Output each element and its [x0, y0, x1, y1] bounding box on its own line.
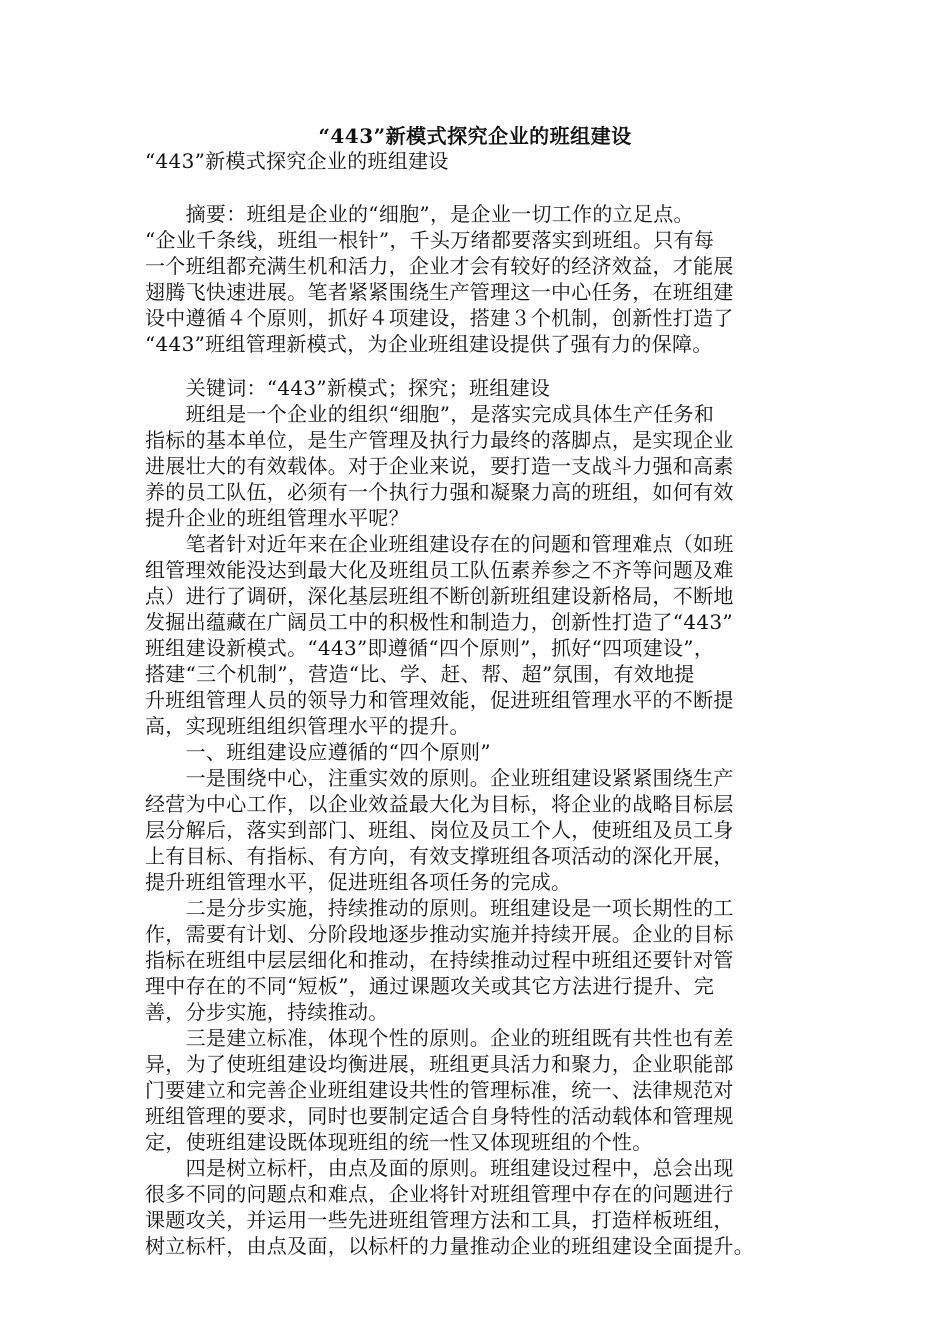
body-line: 指标在班组中层层细化和推动，在持续推动过程中班组还要针对管 — [145, 948, 734, 972]
body-line: 班组管理的要求，同时也要制定适合自身特性的活动载体和管理规 — [145, 1104, 734, 1128]
body-line: 提升企业的班组管理水平呢？ — [145, 506, 409, 530]
body-line: 升班组管理人员的领导力和管理效能，促进班组管理水平的不断提 — [145, 688, 734, 712]
abstract-line: 摘要：班组是企业的“细胞”，是企业一切工作的立足点。 — [145, 202, 694, 226]
abstract-line: 设中遵循４个原则，抓好４项建设，搭建３个机制，创新性打造了 — [145, 306, 734, 330]
body-line: 搭建“三个机制”，营造“比、学、赶、帮、超”氛围，有效地提 — [145, 662, 695, 686]
body-line: 指标的基本单位，是生产管理及执行力最终的落脚点，是实现企业 — [145, 428, 734, 452]
body-line: 三是建立标准，体现个性的原则。企业的班组既有共性也有差 — [145, 1026, 734, 1050]
body-line: 一是围绕中心，注重实效的原则。企业班组建设紧紧围绕生产 — [145, 766, 734, 790]
body-line: 善，分步实施，持续推动。 — [145, 1000, 389, 1024]
body-line: 层分解后，落实到部门、班组、岗位及员工个人，使班组及员工身 — [145, 818, 734, 842]
body-line: 进展壮大的有效载体。对于企业来说，要打造一支战斗力强和高素 — [145, 454, 734, 478]
abstract-line: 翅腾飞快速进展。笔者紧紧围绕生产管理这一中心任务，在班组建 — [145, 280, 734, 304]
body-line: 门要建立和完善企业班组建设共性的管理标准，统一、法律规范对 — [145, 1078, 734, 1102]
body-line: 组管理效能没达到最大化及班组员工队伍素养参之不齐等问题及难 — [145, 558, 734, 582]
body-line: 发掘出蕴藏在广阔员工中的积极性和制造力，创新性打造了“443” — [145, 610, 733, 634]
body-line: 养的员工队伍，必须有一个执行力强和凝聚力高的班组，如何有效 — [145, 480, 734, 504]
body-line: 经营为中心工作，以企业效益最大化为目标，将企业的战略目标层 — [145, 792, 734, 816]
abstract-line: 一个班组都充满生机和活力，企业才会有较好的经济效益，才能展 — [145, 254, 734, 278]
body-line: 点）进行了调研，深化基层班组不断创新班组建设新格局，不断地 — [145, 584, 734, 608]
body-line: 高，实现班组组织管理水平的提升。 — [145, 714, 470, 738]
body-line: 定，使班组建设既体现班组的统一性又体现班组的个性。 — [145, 1130, 653, 1154]
body-line: 课题攻关，并运用一些先进班组管理方法和工具，打造样板班组， — [145, 1208, 734, 1232]
body-line: 异，为了使班组建设均衡进展，班组更具活力和聚力，企业职能部 — [145, 1052, 734, 1076]
body-line: 二是分步实施，持续推动的原则。班组建设是一项长期性的工 — [145, 896, 734, 920]
body-line: 上有目标、有指标、有方向，有效支撑班组各项活动的深化开展， — [145, 844, 734, 868]
body-line: 很多不同的问题点和难点，企业将针对班组管理中存在的问题进行 — [145, 1182, 734, 1206]
section-heading: 一、班组建设应遵循的“四个原则” — [145, 740, 491, 764]
body-line: 笔者针对近年来在企业班组建设存在的问题和管理难点（如班 — [145, 532, 734, 556]
abstract-line: “443”班组管理新模式，为企业班组建设提供了强有力的保障。 — [145, 332, 713, 356]
body-line: 作，需要有计划、分阶段地逐步推动实施并持续开展。企业的目标 — [145, 922, 734, 946]
document-subtitle: “443”新模式探究企业的班组建设 — [145, 149, 449, 173]
body-line: 四是树立标杆，由点及面的原则。班组建设过程中，总会出现 — [145, 1156, 734, 1180]
body-line: 班组是一个企业的组织“细胞”，是落实完成具体生产任务和 — [145, 402, 715, 426]
keywords-line: 关键词：“443”新模式；探究；班组建设 — [145, 376, 551, 400]
body-line: 理中存在的不同“短板”，通过课题攻关或其它方法进行提升、完 — [145, 974, 715, 998]
abstract-line: “企业千条线，班组一根针”，千头万绪都要落实到班组。只有每 — [145, 228, 715, 252]
body-line: 班组建设新模式。“443”即遵循“四个原则”，抓好“四项建设”， — [145, 636, 715, 660]
body-line: 提升班组管理水平，促进班组各项任务的完成。 — [145, 870, 572, 894]
document-title: “443”新模式探究企业的班组建设 — [318, 124, 632, 148]
body-line: 树立标杆，由点及面，以标杆的力量推动企业的班组建设全面提升。 — [145, 1234, 754, 1258]
